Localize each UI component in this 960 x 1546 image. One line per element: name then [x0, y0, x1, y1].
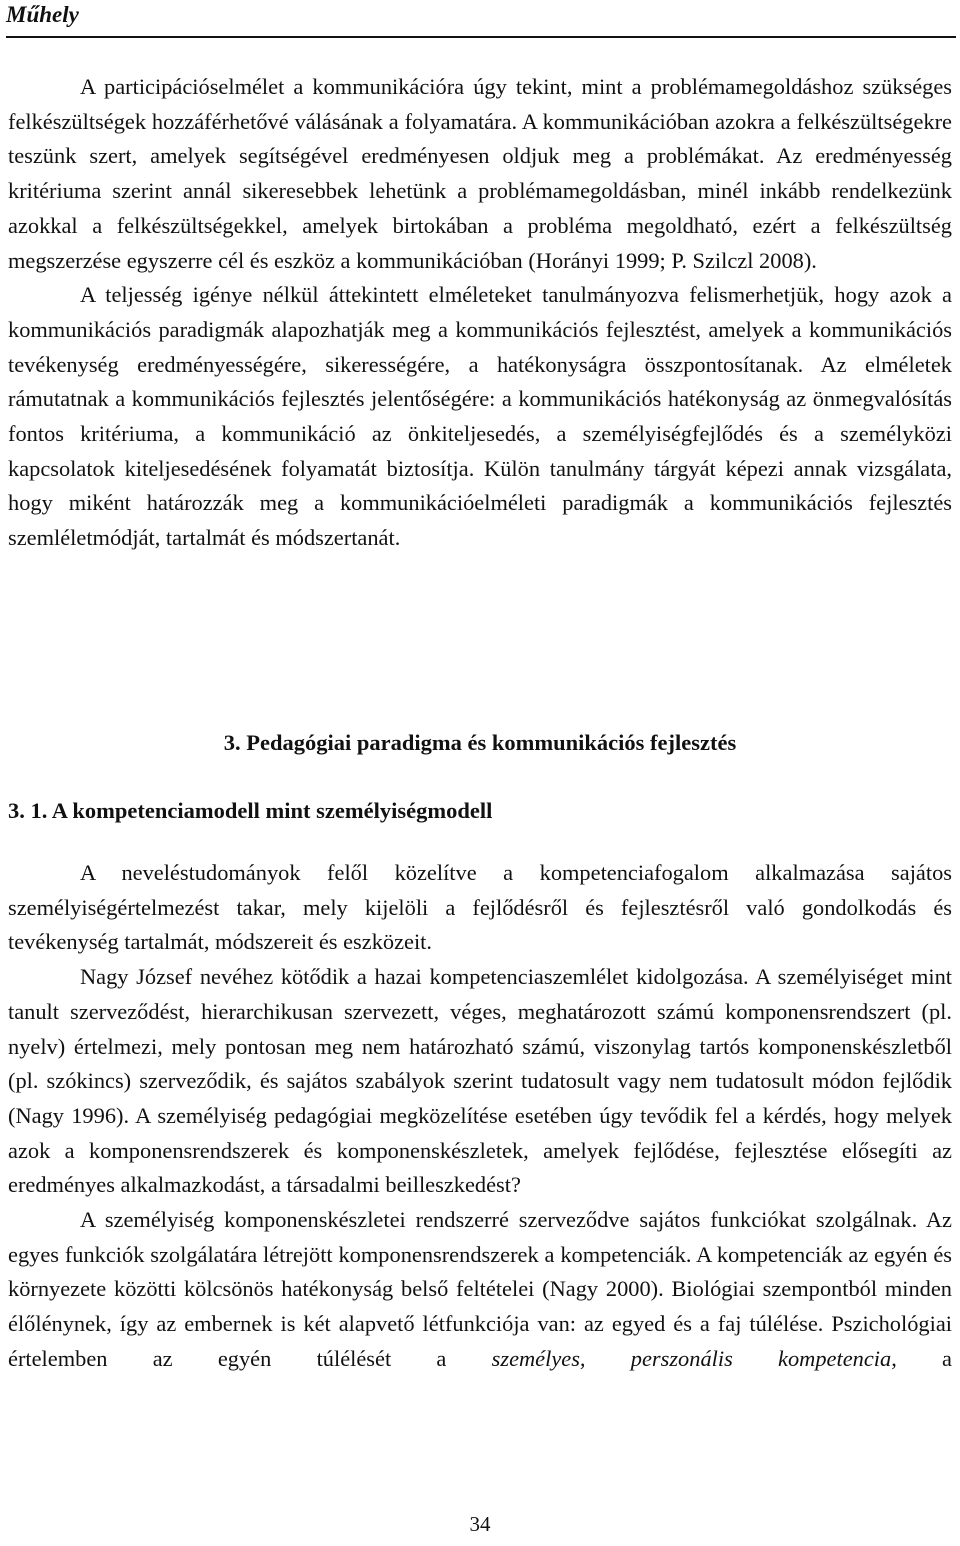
trailing-text: , a: [891, 1345, 952, 1371]
paragraph-text: A személyiség komponenskészletei rendszerré szerveződve sajátos funkciókat szolgálnak. Az egyes funkciók szolgálatára létrejött komponensrendszerek a kompetenciák. A kompetenciák az egyén és környezete közötti kölcsönös hatékonyság belső feltételei (Nagy 2000). Biológiai szempontból minden élőlénynek, így az embernek is két alapvető létfunkciója van: az egyed és a faj túlélése. Pszichológiai értelemben az egyén túlélését a: [8, 1207, 952, 1371]
section-heading: 3. Pedagógiai paradigma és kommunikációs fejlesztés: [223, 730, 737, 755]
section-3-body: [8, 856, 952, 1377]
paragraph: A neveléstudományok felől közelítve a kompetenciafogalom alkalmazása sajátos személyiségértelmezést takar, mely kijelöli a fejlődésről és fejlesztésről való gondolkodás és tevékenység tartalmát, módszereit és eszközeit.: [8, 860, 952, 955]
paragraph: Nagy József nevéhez kötődik a hazai kompetenciaszemlélet kidolgozása. A személyiséget mint tanult szerveződést, hierarchikusan szervezett, véges, meghatározott számú komponensrendszert (pl. nyelv) értelmezi, mely pontosan meg nem határozható számú, viszonylag tartós komponenskészletből (pl. szókincs) szerveződik, és sajátos szabályok szerint tudatosult vagy nem tudatosult módon fejlődik (Nagy 1996). A személyiség pedagógiai megközelítése esetében úgy tevődik fel a kérdés, hogy melyek azok a komponensrendszerek és komponenskészletek, amelyek fejlődése, fejlesztése elősegíti az eredményes alkalmazkodást, a társadalmi beilleszkedést?: [8, 964, 952, 1198]
paragraph: [8, 1203, 952, 1377]
running-header: [6, 0, 956, 38]
paragraph: A participációselmélet a kommunikációra úgy tekint, mint a problémamegoldáshoz szükséges felkészültségek hozzáférhetővé válásának a folyamatára. A kommunikációban azokra a felkészültségekre teszünk szert, amelyek segítségével eredményesen oldjuk meg a problémákat. Az eredményesség kritériuma szerint annál sikeresebbek lehetünk a problémamegoldásban, minél inkább rendelkezünk azokkal a felkészültségekkel, amelyek birtokában a probléma megoldható, ezért a felkészültség megszerzése egyszerre cél és eszköz a kommunikációban (Horányi 1999; P. Szilczl 2008).: [8, 74, 952, 273]
subsection-heading: 3. 1. A kompetenciamodell mint személyiségmodell: [8, 798, 493, 823]
page-number: 34: [469, 1512, 491, 1536]
italic-term: személyes, perszonális kompetencia: [491, 1345, 892, 1371]
header-title: Műhely: [6, 2, 79, 27]
section-1: [8, 70, 952, 556]
paragraph: A teljesség igénye nélkül áttekintett elméleteket tanulmányozva felismerhetjük, hogy azok a kommunikációs paradigmák alapozhatják meg a kommunikációs fejlesztést, amelyek a kommunikációs tevékenység eredményességére, sikerességére, a hatékonyságra összpontosítanak. Az elméletek rámutatnak a kommunikációs fejlesztés jelentőségére: a kommunikációs hatékonyság az önmegvalósítás fontos kritériuma, a kommunikáció az önkiteljesedés, a személyiségfejlődés és a személyközi kapcsolatok kiteljesedésének folyamatát biztosítja. Külön tanulmány tárgyát képezi annak vizsgálata, hogy miként határozzák meg a kommunikációelméleti paradigmák a kommunikációs fejlesztés szemléletmódját, tartalmát és módszertanát.: [8, 282, 952, 551]
